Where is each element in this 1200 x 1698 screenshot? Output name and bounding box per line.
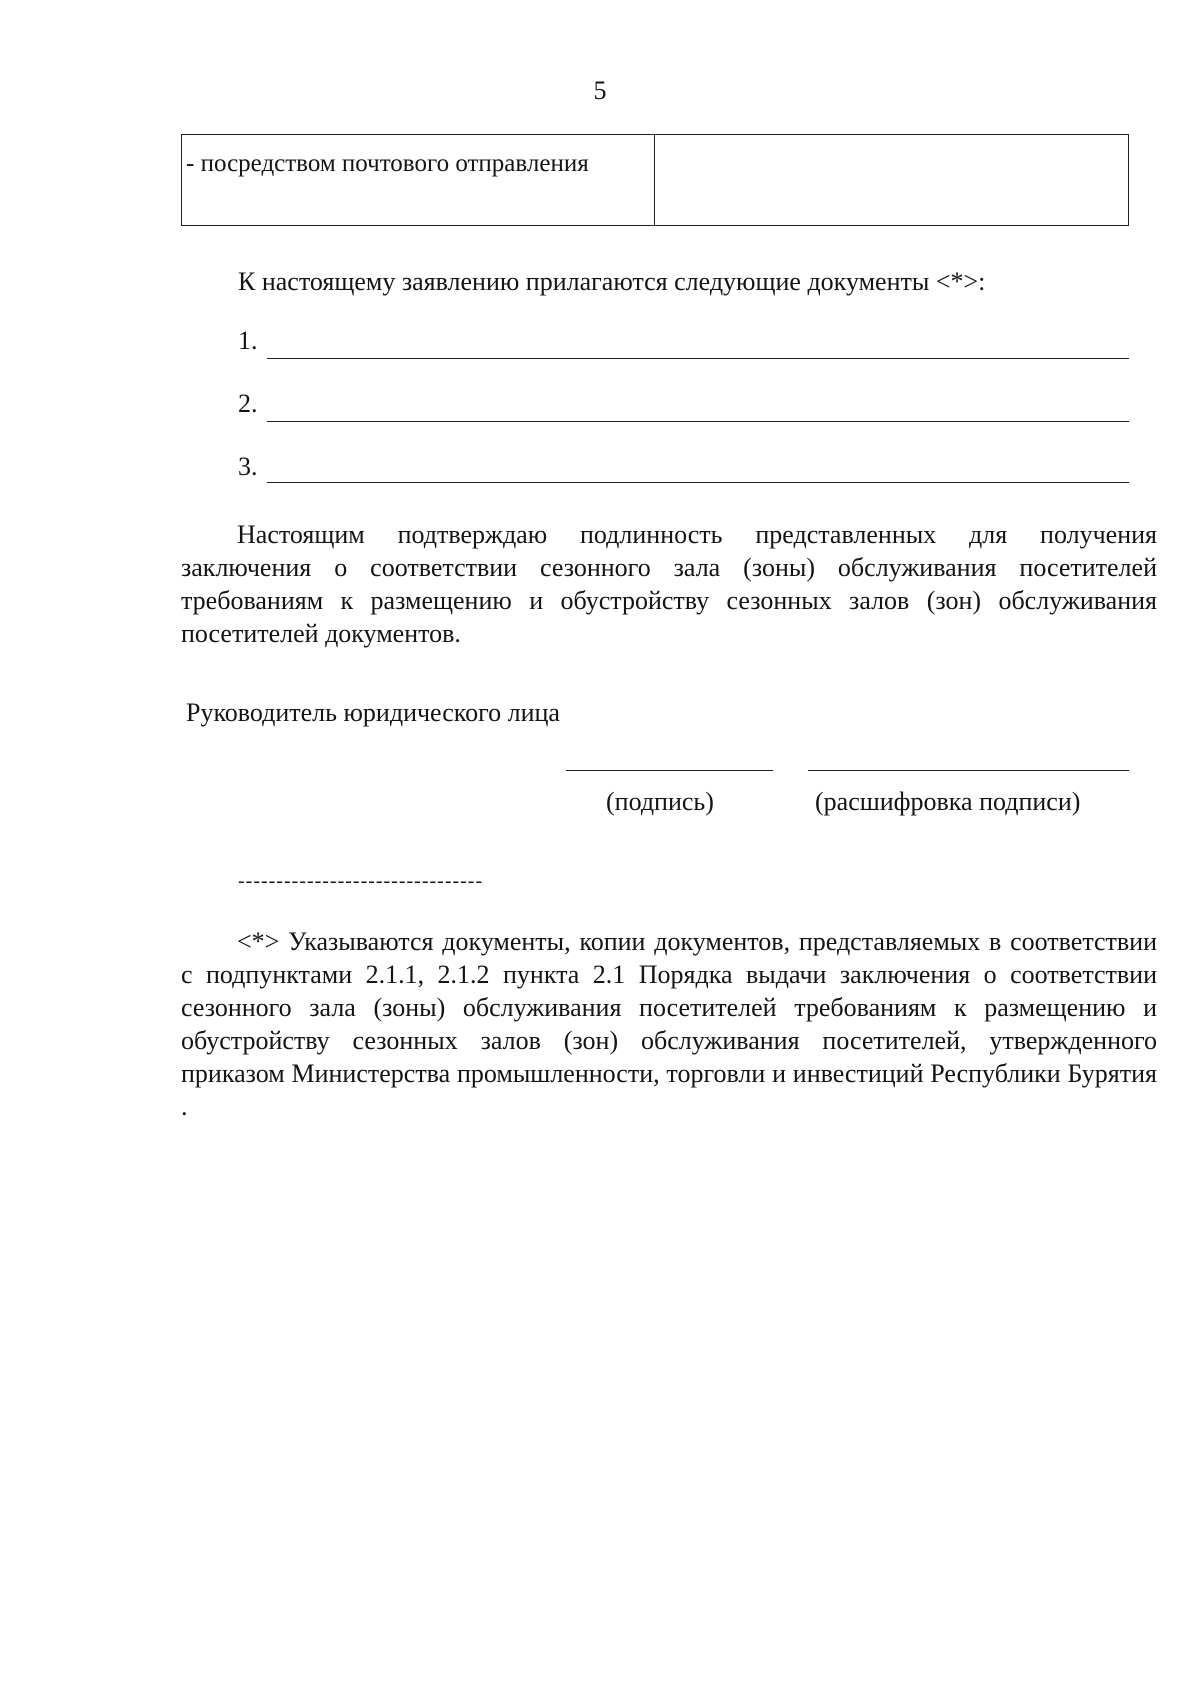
signature-caption: (подпись) <box>606 787 714 816</box>
footnote-separator: -------------------------------- <box>238 870 484 892</box>
attachment-line <box>267 482 1129 483</box>
delivery-method-table <box>181 134 1129 226</box>
delivery-method-value-cell[interactable] <box>655 135 1128 225</box>
signature-transcript-line <box>808 770 1129 771</box>
attachment-number: 2. <box>238 389 258 418</box>
signer-role: Руководитель юридического лица <box>186 698 560 727</box>
signature-line <box>566 770 773 771</box>
attachment-line <box>267 421 1129 422</box>
signature-transcript-field[interactable] <box>808 748 1129 770</box>
footnote-text: <*> Указываются документы, копии документов, представляемых в соответствии с подпунктами 2.1.1, 2.1.2 пункта 2.1 Порядка выдачи заключения о соответствии сезонного зала (зоны) обслуживания посетителей требованиям к размещению и обустройству сезонных залов (зон) обслуживания посетителей, утвержденного приказом Министерства промышленности, торговли и инвестиций Республики Бурятия . <box>181 927 1157 1121</box>
attachments-intro: К настоящему заявлению прилагаются следующие документы <*>: <box>238 267 986 296</box>
confirmation-paragraph: Настоящим подтверждаю подлинность представленных для получения заключения о соответствии сезонного зала (зоны) обслуживания посетителей требованиям к размещению и обустройству сезонных залов (зон) обслуживания посетителей документов. <box>181 520 1157 648</box>
attachment-number: 3. <box>238 452 258 481</box>
signature-transcript-caption: (расшифровка подписи) <box>815 787 1081 816</box>
page-number: 5 <box>593 76 607 105</box>
signature-field[interactable] <box>566 748 773 770</box>
attachment-number: 1. <box>238 326 258 355</box>
delivery-method-label: - посредством почтового отправления <box>182 135 655 225</box>
attachment-line <box>267 358 1129 359</box>
